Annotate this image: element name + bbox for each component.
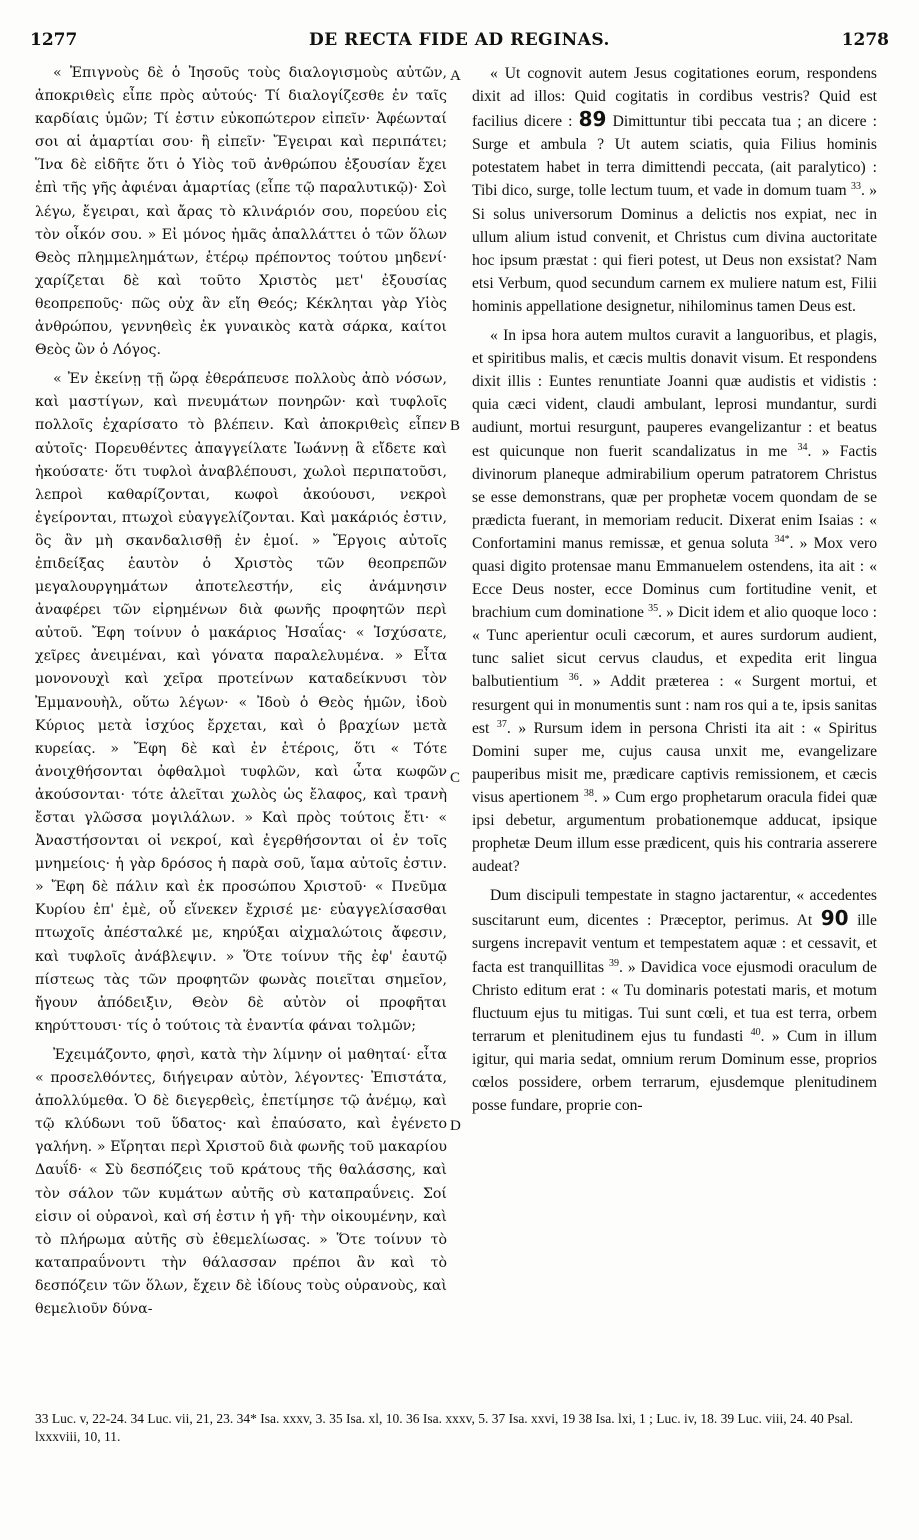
latin-paragraph <box>472 62 877 318</box>
footnote-ref: 35 <box>648 602 659 614</box>
footnote-ref: 34* <box>774 533 790 545</box>
greek-paragraph: Ἐχειμάζοντο, φησὶ, κατὰ τὴν λίμνην οἱ μαθηταί· εἶτα « προσελθόντες, διήγειραν αὐτὸν, λέγοντες· Ἐπιστάτα, ἀπολλύμεθα. Ὁ δὲ διεγερθεὶς, ἐπετίμησε τῷ ἀνέμῳ, καὶ τῷ κλύδωνι τοῦ ὕδατος· καὶ ἐπαύσατο, καὶ ἐγένετο γαλήνη. » Εἴρηται περὶ Χριστοῦ διὰ φωνῆς τοῦ μακαρίου Δαυΐδ· « Σὺ δεσπόζεις τοῦ κράτους τῆς θαλάσσης, καὶ τὸν σάλον τῶν κυμάτων αὐτῆς σὺ καταπραΰνεις. Σοί εἰσιν οἱ οὐρανοὶ, καὶ σή ἐστιν ἡ γῆ· τὴν οἰκουμένην, καὶ τὸ πλήρωμα αὐτῆς σὺ ἐθεμελίωσας. » Ὅτε τοίνυν τὸ καταπραΰνοντι τὴν θάλασσαν πρέποι ἂν καὶ τὸ δεσπόζειν τῶν ὅλων, ἔχειν δὲ ἰδίους τοὺς οὐρανοὺς, καὶ θεμελιοῦν δύνα- <box>35 1046 447 1317</box>
running-title: DE RECTA FIDE AD REGINAS. <box>309 30 610 50</box>
footnote-ref: 36 <box>568 672 579 684</box>
footnote-ref: 38 <box>583 787 594 799</box>
footnote-ref: 33 <box>850 181 861 193</box>
latin-text: . » Addit præterea : « Surgent mortui, et resurgent qui in monumentis sunt : nam ros qui a te, ipsis sanitas est <box>472 673 877 737</box>
footnotes: 33 Luc. v, 22-24. 34 Luc. vii, 21, 23. 34* Isa. xxxv, 3. 35 Isa. xl, 10. 36 Isa. xxxv, 5. 37 Isa. xxvi, 19 38 Isa. lxi, 1 ; Luc. iv, 18. 39 Luc. viii, 24. 40 Psal. lxxxviii, 10, 11. <box>35 1411 854 1444</box>
latin-paragraph <box>472 884 877 1117</box>
margin-marker-d: D <box>450 1118 461 1134</box>
footnote-ref: 40 <box>750 1026 761 1038</box>
greek-column <box>35 62 447 1412</box>
footnote-ref: 37 <box>496 718 507 730</box>
latin-text: Dimittuntur tibi peccata tua ; an dicere : Surge et ambula ? Ut autem sciatis, quia Filius hominis potestatem habet in terra dimittendi peccata, (ait paralytico) : Tibi dico, surge, tolle lectum tuum, et vade in domum tuam <box>472 113 877 200</box>
latin-text: . » Cum ergo prophetarum oracula fidei quæ ipsi debetur, argumentum probationemque adducat, ipsique prophetæ Deum illum esse prædicent, quis his contraria asserere audeat? <box>472 788 877 876</box>
latin-text: . » Dicit idem et alio quoque loco : « Tunc aperientur oculi cæcorum, et aures surdorum audient, tunc saliet sicut cervus claudus, et expedita erit lingua balbutientium <box>472 604 877 691</box>
margin-marker-b: B <box>450 418 461 434</box>
greek-paragraph: « Ἐν ἐκείνῃ τῇ ὥρᾳ ἐθεράπευσε πολλοὺς ἀπὸ νόσων, καὶ μαστίγων, καὶ πνευμάτων πονηρῶν· καὶ τυφλοῖς πολλοῖς ἐχαρίσατο τὸ βλέπειν. Καὶ ἀποκριθεὶς εἶπεν αὐτοῖς· Πορευθέντες ἀπαγγείλατε Ἰωάννῃ ἃ εἴδετε καὶ ἠκούσατε· ὅτι τυφλοὶ ἀναβλέπουσι, χωλοὶ περιπατοῦσι, λεπροὶ καθαρίζονται, κωφοὶ ἀκούουσι, νεκροὶ ἐγείρονται, πτωχοὶ εὐαγγελίζονται. Καὶ μακάριός ἐστιν, ὃς ἂν μὴ σκανδαλισθῇ ἐν ἐμοί. » Ἔργοις αὐτοῖς ἐπιδείξας ἑαυτὸν ὁ Χριστὸς τῶν θεοπρεπῶν μεγαλουργημάτων ἀποτελεστήν, εἰς ἀνάμνησιν ἀναφέρει τῶν εἰρημένων διὰ φωνῆς προφητῶν περὶ αὐτοῦ. Ἔφη τοίνυν ὁ μακάριος Ἡσαΐας· « Ἰσχύσατε, χεῖρες ἀνειμέναι, καὶ γόνατα παραλελυμένα. » Εἶτα μονονουχὶ καὶ χεῖρα προτείνων καταδείκνυσι τὸν Ἐμμανουὴλ, οὕτω λέγων· « Ἰδοὺ ὁ Θεὸς ἡμῶν, ἰδοὺ Κύριος μετὰ ἰσχύος ἔρχεται, καὶ ὁ βραχίων μετὰ κυρείας. » Ἔφη δὲ καὶ ἐν ἑτέροις, ὅτι « Τότε ἀνοιχθήσονται ὀφθαλμοὶ τυφλῶν, καὶ ὦτα κωφῶν ἀκούσονται· τότε ἁλεῖται χωλὸς ὡς ἔλαφος, καὶ τρανὴ ἔσται γλῶσσα μογιλάλων. » Καὶ πρὸς τούτοις ἔτι· « Ἀναστήσονται οἱ νεκροί, καὶ ἐγερθήσονται οἱ ἐν τοῖς μνημείοις· ἡ γὰρ δρόσος ἡ παρὰ σοῦ, ἴαμα αὐτοῖς ἐστιν. » Ἔφη δὲ πάλιν καὶ ἐκ προσώπου Χριστοῦ· « Πνεῦμα Κυρίου ἐπ' ἐμὲ, οὗ εἵνεκεν ἔχρισέ με· εὐαγγελίσασθαι πτωχοῖς ἀπέσταλκέ με, κηρύξαι αἰχμαλώτοις ἄφεσιν, καὶ τυφλοῖς ἀνάβλεψιν. » Ὅτε τοίνυν τῆς ἐφ' ἑαυτῷ πίστεως τὰς τῶν προφητῶν φωνὰς ποιεῖται σημεῖον, ἤγουν ἀπόδειξιν, Θεὸν δὲ αὐτὸν οἱ προφῆται κηρύττουσι· τίς ὁ τούτοις τὰ ἐναντία φάναι τολμῶν; <box>35 371 447 1034</box>
latin-text: ille surgens increpavit ventum et tempestatem aquæ : et cessavit, et facta est tranquillitas <box>472 912 877 976</box>
page-header <box>30 30 889 56</box>
latin-text: . » Davidica voce ejusmodi oraculum de Christo editum erat : « Tu dominaris potestati maris, et motum fluctuum ejus tu mitigas. Tui sunt cœli, et tua est terra, orbem terrarum et plenitudinem ejus tu fundasti <box>472 958 877 1045</box>
margin-marker-a: A <box>450 68 461 84</box>
latin-text: Dum discipuli tempestate in stagno jactarentur, « accedentes suscitarunt eum, dicentes : Præceptor, perimus. At <box>472 887 877 930</box>
footnote-ref: 34 <box>797 441 808 453</box>
latin-text: . » Si solus universorum Dominus a delictis nos expiat, nec in ullum alium istud convenit, et Christus cum divina auctoritate hoc ipsum præstat : qui fieri potest, ut Deus non exsistat? Nam etsi Verbum, quod secundum carnem ex muliere natum est, Filii hominis appellatione designetur, nihilominus tamen Deus est. <box>472 182 877 315</box>
page-number-right: 1278 <box>841 30 889 50</box>
latin-text: . » Mox vero quasi digito protensae manu Emmanuelem ostendens, ita ait : « Ecce Deus noster, ecce Dominus cum fortitudine venit, et brachium cum dominatione <box>472 534 877 622</box>
page-mark: 89 <box>578 107 607 132</box>
page-mark: 90 <box>820 906 849 931</box>
latin-text: . » Cum in illum igitur, qui maria sedat, omnium rerum Dominum esse, proprios cœlos possidere, orbem terrarum, ejusdemque plenitudinem posse fundare, proprie con- <box>472 1027 877 1115</box>
latin-text: . » Factis divinorum planeque admirabilium operum patratorem Christus se esse demonstrans, quæ per prophetæ vocem quondam de se prædicta fuerant, in memoriam reducit. Dixerat enim Isaias : « Confortamini manus remissæ, et genua soluta <box>472 442 877 552</box>
page-number-left: 1277 <box>30 30 78 50</box>
greek-paragraph: « Ἐπιγνοὺς δὲ ὁ Ἰησοῦς τοὺς διαλογισμοὺς αὐτῶν, ἀποκριθεὶς εἶπε πρὸς αὐτούς· Τί διαλογίζεσθε ἐν ταῖς καρδίαις ὑμῶν; Τί ἐστιν εὐκοπώτερον εἰπεῖν· Ἀφέωνταί σοι αἱ ἁμαρτίαι σου· ἢ εἰπεῖν· Ἔγειραι καὶ περιπάτει; Ἵνα δὲ εἰδῆτε ὅτι ὁ Υἱὸς τοῦ ἀνθρώπου ἐξουσίαν ἔχει ἐπὶ τῆς γῆς ἀφιέναι ἁμαρτίας (εἶπε τῷ παραλυτικῷ)· Σοὶ λέγω, ἔγειραι, καὶ ἄρας τὸ κλινάριόν σου, πορεύου εἰς τὸν οἶκόν σου. » Εἰ μόνος ἡμᾶς ἀπαλλάττει ὁ τῶν ὅλων Θεὸς πλημμελημάτων, ἑτέρῳ πρέποντος τούτου μηδενί· χαρίζεται δὲ καὶ τοῦτο Χριστὸς μετ' ἐξουσίας θεοπρεποῦς· πῶς οὐχ ἂν εἴη Θεός; Κέκληται γὰρ Υἱὸς ἀνθρώπου, γεννηθεὶς ἐκ γυναικὸς κατὰ σάρκα, καίτοι Θεὸς ὢν ὁ Λόγος. <box>35 65 447 359</box>
latin-paragraph <box>472 324 877 878</box>
latin-text: « In ipsa hora autem multos curavit a languoribus, et plagis, et spiritibus malis, et cæcis multis donavit visum. Et respondens dixit illis : Euntes renuntiate Joanni quæ audistis et vidistis : quia cæci vident, claudi ambulant, leprosi mundantur, surdi audiunt, mortui resurgunt, pauperes evangelizantur : et beatus est quicunque non fuerit scandalizatus in me <box>472 327 877 460</box>
footnote-ref: 39 <box>609 957 619 969</box>
latin-text: « Ut cognovit autem Jesus cogitationes eorum, respondens dixit ad illos: Quid cogitatis in cordibus vestris? Quid est facilius dicere : <box>472 65 877 131</box>
margin-marker-c: C <box>450 770 461 786</box>
latin-text: . » Rursum idem in persona Christi ita ait : « Spiritus Domini super me, cujus causa unxit me, evangelizare pauperibus misit me, prædicare captivis remissionem, et cæcis visus apertionem <box>472 719 877 806</box>
latin-column <box>472 62 877 1412</box>
